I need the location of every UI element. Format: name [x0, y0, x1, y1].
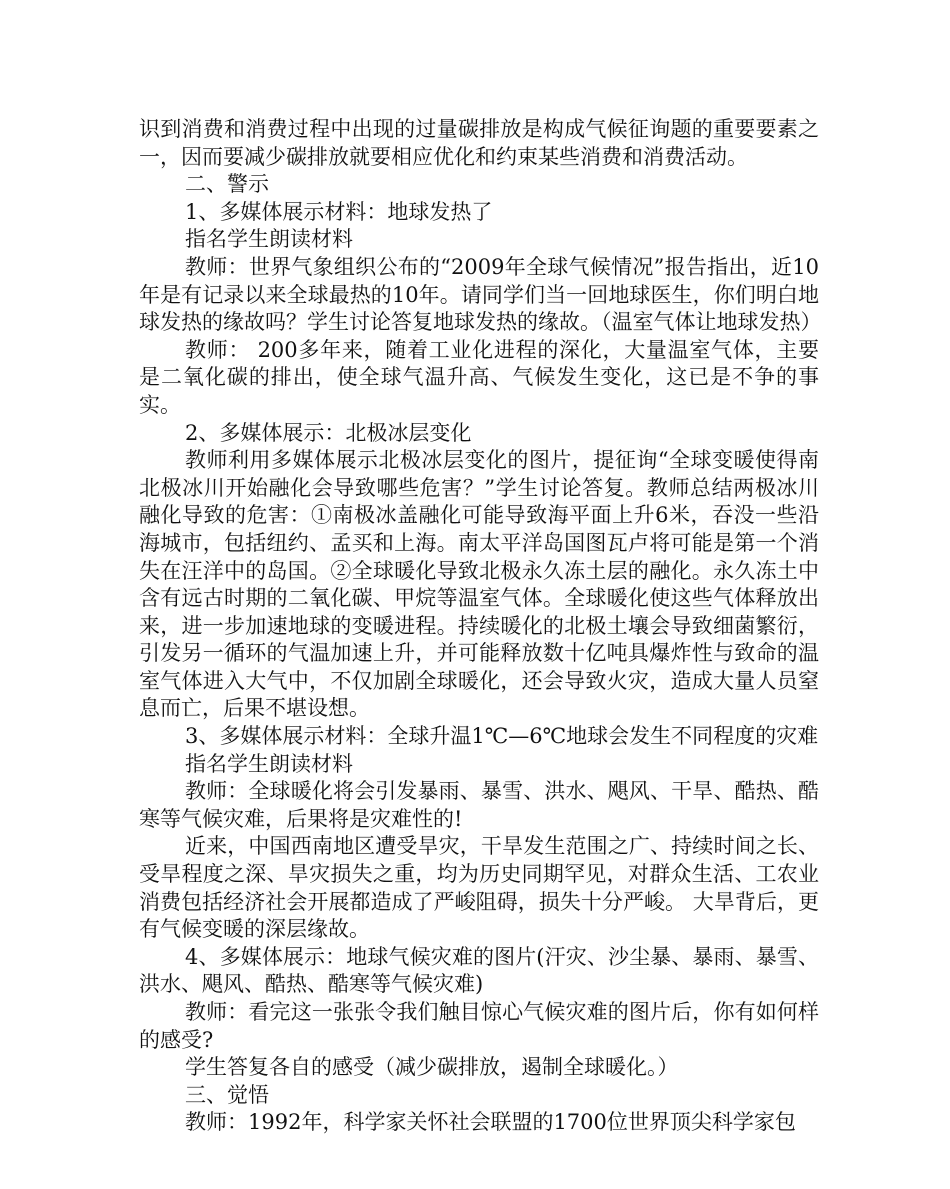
paragraph: 学生答复各自的感受（减少碳排放，遏制全球暖化。） [185, 1055, 679, 1080]
document-body [139, 116, 822, 1137]
paragraph: 二、警示 [185, 172, 269, 197]
paragraph: 教师：全球暖化将会引发暴雨、暴雪、洪水、飓风、干旱、酷热、酷寒等气候灾难，后果将是灾难性的! [139, 779, 819, 831]
paragraph: 1、多媒体展示材料：地球发热了 [185, 199, 493, 224]
paragraph: 教师： 200多年来，随着工业化进程的深化，大量温室气体，主要是二氧化碳的排出，使全球气温升高、气候发生变化，这已是不争的事实。 [139, 337, 819, 417]
paragraph: 4、多媒体展示：地球气候灾难的图片(汗灾、沙尘暴、暴雨、暴雪、洪水、飓风、酷热、酷寒等气候灾难) [139, 944, 819, 997]
paragraph: 3、多媒体展示材料：全球升温1℃—6℃地球会发生不同程度的灾难 [185, 724, 819, 749]
paragraph: 教师利用多媒体展示北极冰层变化的图片，提征询“全球变暖使得南北极冰川开始融化会导致哪些危害？”学生讨论答复。教师总结两极冰川融化导致的危害：①南极冰盖融化可能导致海平面上升6米，吞没一些沿海城市，包括纽约、孟买和上海。南太平洋岛国图瓦卢将可能是第一个消失在汪洋中的岛国。②全球暖化导致北极永久冻土层的融化。永久冻土中含有远古时期的二氧化碳、甲烷等温室气体。全球暖化使这些气体释放出来，进一步加速地球的变暖进程。持续暖化的北极土壤会导致细菌繁衍，引发另一循环的气温加速上升，并可能释放数十亿吨具爆炸性与致命的温室气体进入大气中，不仅加剧全球暖化，还会导致火灾，造成大量人员窒息而亡，后果不堪设想。 [139, 448, 819, 721]
paragraph: 指名学生朗读材料 [185, 227, 353, 252]
paragraph: 近来，中国西南地区遭受旱灾，干旱发生范围之广、持续时间之长、受旱程度之深、旱灾损失之重，均为历史同期罕见，对群众生活、工农业消费包括经济社会开展都造成了严峻阻碍，损失十分严峻。 大旱背后，更有气候变暖的深层缘故。 [139, 834, 819, 942]
paragraph: 2、多媒体展示：北极冰层变化 [185, 420, 472, 445]
paragraph: 教师：看完这一张张令我们触目惊心气候灾难的图片后，你有如何样的感受? [139, 1000, 819, 1052]
paragraph: 教师：1992年，科学家关怀社会联盟的1700位世界顶尖科学家包 [185, 1110, 796, 1135]
paragraph: 识到消费和消费过程中出现的过量碳排放是构成气候征询题的重要要素之一，因而要减少碳排放就要相应优化和约束某些消费和消费活动。 [139, 117, 819, 169]
paragraph: 三、觉悟 [185, 1082, 269, 1107]
paragraph: 教师：世界气象组织公布的“2009年全球气候情况”报告指出，近10年是有记录以来全球最热的10年。请同学们当一回地球医生，你们明白地球发热的缘故吗？学生讨论答复地球发热的缘故。（温室气体让地球发热） [139, 254, 822, 335]
paragraph: 指名学生朗读材料 [185, 751, 353, 776]
